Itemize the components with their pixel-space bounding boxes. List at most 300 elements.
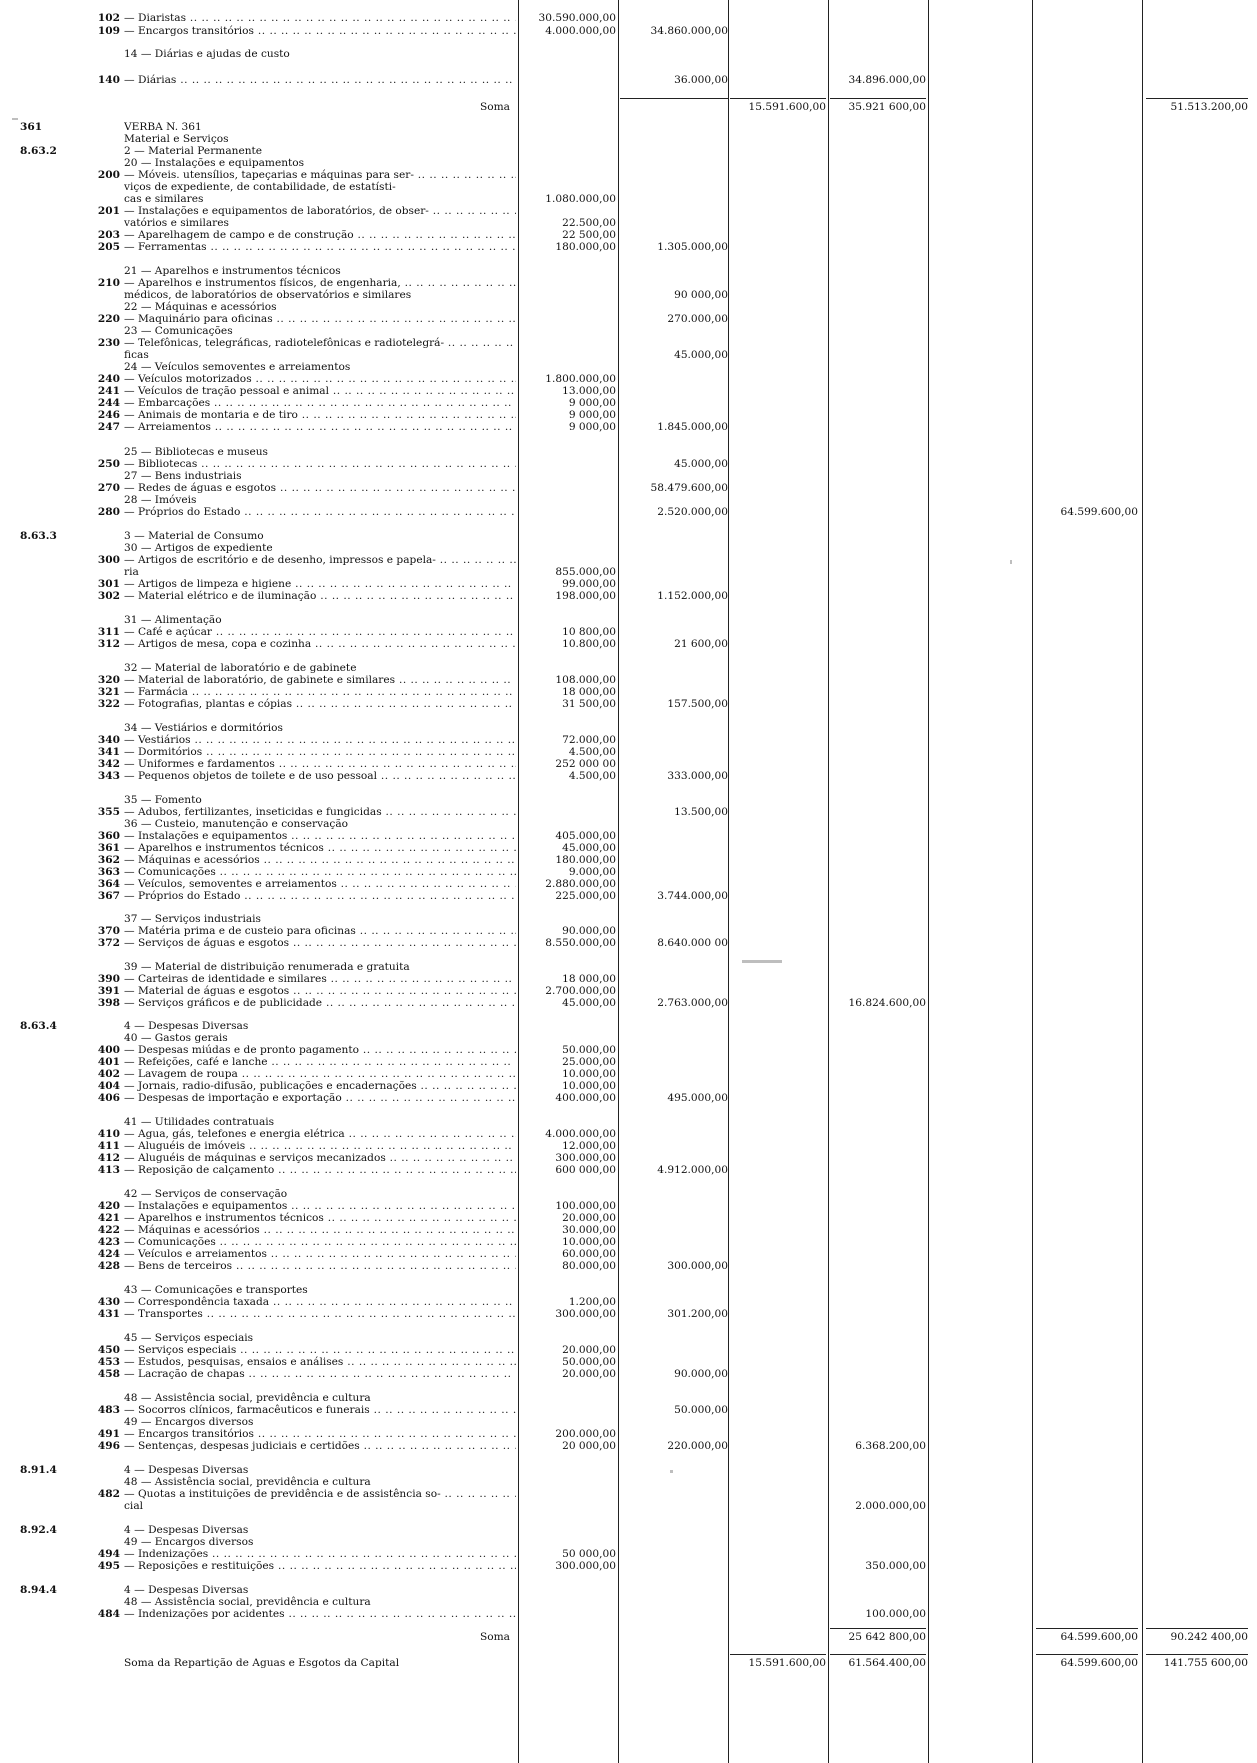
item-code: 370	[97, 925, 120, 937]
section-code: 8.63.4	[20, 1020, 57, 1032]
amount-subtotal: 3.744.000,00	[657, 890, 728, 902]
amount-subtotal: 333.000,00	[667, 770, 728, 782]
item-code: 450	[97, 1344, 120, 1356]
item-code: 343	[97, 770, 120, 782]
item-code: 411	[97, 1140, 120, 1152]
item-description: 21 — Aparelhos e instrumentos técnicos	[124, 265, 341, 277]
section-code: 8.91.4	[20, 1464, 57, 1476]
amount-item: 4.500,00	[568, 770, 616, 782]
item-code: 430	[97, 1296, 120, 1308]
item-description: — Reposições e restituições .. ..	[124, 1560, 516, 1573]
table-row	[0, 698, 1257, 711]
item-description: — Despesas de importação e exportação .. ..	[124, 1092, 516, 1105]
amount-item: 180.000,00	[555, 241, 616, 253]
item-code: 240	[97, 373, 120, 385]
item-description: — Socorros clínicos, farmacêuticos e funerais .. ..	[124, 1404, 516, 1417]
item-description: — Aparelhagem de campo e de construção .. ..	[124, 229, 516, 242]
item-description: ria	[124, 566, 139, 578]
item-description: — Indenizações .. ..	[124, 1548, 516, 1561]
amount-subtotal: 34.860.000,00	[650, 25, 728, 37]
total-rule	[1146, 1654, 1248, 1655]
item-description: 49 — Encargos diversos	[124, 1536, 254, 1548]
item-description: — Animais de montaria e de tiro .. ..	[124, 409, 516, 422]
item-description: — Instalações e equipamentos .. ..	[124, 830, 516, 843]
item-description: — Correspondência taxada .. ..	[124, 1296, 516, 1309]
amount-item: 4.500,00	[568, 746, 616, 758]
table-row	[0, 1560, 1257, 1573]
section-code: 8.63.3	[20, 530, 57, 542]
item-code: 420	[97, 1200, 120, 1212]
item-description: — Diaristas .. ..	[124, 12, 516, 25]
item-description: — Embarcações .. ..	[124, 397, 516, 410]
item-code: 421	[97, 1212, 120, 1224]
item-description: — Próprios do Estado .. ..	[124, 890, 516, 903]
amount-subtotal: 1.152.000,00	[657, 590, 728, 602]
amount-subtotal: 13.500,00	[674, 806, 728, 818]
item-description: 20 — Instalações e equipamentos	[124, 157, 305, 169]
item-code: 247	[97, 421, 120, 433]
item-description: — Dormitórios .. ..	[124, 746, 516, 759]
item-description: VERBA N. 361	[124, 121, 202, 133]
amount-item: 10.000,00	[562, 1080, 616, 1092]
table-row	[0, 1260, 1257, 1273]
total-rule	[620, 98, 728, 99]
amount-subtotal: 90 000,00	[674, 289, 728, 301]
amount-item: 18 000,00	[562, 973, 616, 985]
amount-item: 50.000,00	[562, 1044, 616, 1056]
table-row	[0, 1631, 1257, 1644]
item-code: 355	[97, 806, 120, 818]
item-description: — Agua, gás, telefones e energia elétrica .. ..	[124, 1128, 516, 1141]
table-row	[0, 74, 1257, 87]
item-code: 364	[97, 878, 120, 890]
item-code: 109	[97, 25, 120, 37]
amount-item: 30.000,00	[562, 1224, 616, 1236]
item-description: 2 — Material Permanente	[124, 145, 263, 157]
amount-column-4: 6.368.200,00	[855, 1440, 926, 1452]
total-rule	[1036, 1628, 1138, 1629]
amount-item: 300.000,00	[555, 1152, 616, 1164]
amount-item: 600 000,00	[555, 1164, 616, 1176]
item-code: 453	[97, 1356, 120, 1368]
item-description: vatórios e similares	[124, 217, 229, 229]
amount-column-4: 2.000.000,00	[855, 1500, 926, 1512]
item-description: — Encargos transitórios .. ..	[124, 1428, 516, 1441]
item-description: — Maquinário para oficinas .. ..	[124, 313, 516, 326]
amount-subtotal: 2.763.000,00	[657, 997, 728, 1009]
item-code: 406	[97, 1092, 120, 1104]
table-row	[0, 890, 1257, 903]
table-row	[0, 1368, 1257, 1381]
amount-column-4: 100.000,00	[865, 1608, 926, 1620]
total-rule	[1146, 98, 1248, 99]
item-code: 402	[97, 1068, 120, 1080]
table-row	[0, 25, 1257, 38]
item-description: — Artigos de escritório e de desenho, impressos e papela- .. ..	[124, 554, 516, 567]
amount-subtotal: 36.000,00	[674, 74, 728, 86]
item-description: 42 — Serviços de conservação	[124, 1188, 288, 1200]
amount-subtotal: 300.000,00	[667, 1260, 728, 1272]
table-row	[0, 1657, 1257, 1670]
item-description: 4 — Despesas Diversas	[124, 1020, 249, 1032]
amount-item: 30.590.000,00	[538, 12, 616, 24]
amount-column-3: 15.591.600,00	[748, 101, 826, 113]
item-description: — Vestiários .. ..	[124, 734, 516, 747]
item-code: 494	[97, 1548, 120, 1560]
amount-item: 20.000,00	[562, 1212, 616, 1224]
amount-item: 1.800.000,00	[545, 373, 616, 385]
soma-label: Soma	[480, 101, 510, 113]
table-row	[0, 1164, 1257, 1177]
table-row	[0, 506, 1257, 519]
amount-column-4: 25 642 800,00	[848, 1631, 926, 1643]
amount-subtotal: 301.200,00	[667, 1308, 728, 1320]
item-code: 246	[97, 409, 120, 421]
item-code: 413	[97, 1164, 120, 1176]
item-description: cas e similares	[124, 193, 204, 205]
table-row	[0, 997, 1257, 1010]
amount-column-6: 64.599.600,00	[1060, 1657, 1138, 1669]
table-row	[0, 590, 1257, 603]
amount-item: 10 800,00	[562, 626, 616, 638]
item-description: — Lavagem de roupa .. ..	[124, 1068, 516, 1081]
amount-subtotal: 45.000,00	[674, 349, 728, 361]
item-code: 363	[97, 866, 120, 878]
amount-column-4: 35.921 600,00	[848, 101, 926, 113]
amount-column-6: 64.599.600,00	[1060, 1631, 1138, 1643]
item-description: 25 — Bibliotecas e museus	[124, 446, 268, 458]
item-description: — Aluguéis de máquinas e serviços mecanizados .. ..	[124, 1152, 516, 1165]
item-description: — Serviços gráficos e de publicidade .. ..	[124, 997, 516, 1010]
item-code: 201	[97, 205, 120, 217]
item-description: 27 — Bens industriais	[124, 470, 242, 482]
item-description: — Refeições, café e lanche .. ..	[124, 1056, 516, 1069]
item-code: 220	[97, 313, 120, 325]
item-description: — Quotas a instituições de previdência e de assistência so- .. ..	[124, 1488, 516, 1501]
amount-item: 300.000,00	[555, 1560, 616, 1572]
scan-speck	[12, 118, 18, 120]
amount-item: 20.000,00	[562, 1344, 616, 1356]
amount-item: 198.000,00	[555, 590, 616, 602]
item-description: 23 — Comunicações	[124, 325, 233, 337]
section-code: 8.92.4	[20, 1524, 57, 1536]
amount-item: 9 000,00	[568, 421, 616, 433]
item-description: — Uniformes e fardamentos .. ..	[124, 758, 516, 771]
amount-column-6: 64.599.600,00	[1060, 506, 1138, 518]
table-row	[0, 770, 1257, 783]
item-description: 48 — Assistência social, previdência e cultura	[124, 1596, 371, 1608]
table-row	[0, 638, 1257, 651]
item-description: — Comunicações .. ..	[124, 1236, 516, 1249]
item-description: — Diárias .. ..	[124, 74, 516, 87]
amount-item: 10.800,00	[562, 638, 616, 650]
item-description: — Encargos transitórios .. ..	[124, 25, 516, 38]
item-code: 410	[97, 1128, 120, 1140]
total-rule	[730, 98, 826, 99]
item-description: 40 — Gastos gerais	[124, 1032, 228, 1044]
item-code: 398	[97, 997, 120, 1009]
item-description: — Café e açúcar .. ..	[124, 626, 516, 639]
item-description: — Máquinas e acessórios .. ..	[124, 854, 516, 867]
amount-item: 225.000,00	[555, 890, 616, 902]
item-description: 30 — Artigos de expediente	[124, 542, 273, 554]
item-description: — Instalações e equipamentos de laboratórios, de obser- .. ..	[124, 205, 516, 218]
item-code: 496	[97, 1440, 120, 1452]
amount-item: 300.000,00	[555, 1308, 616, 1320]
table-row	[0, 241, 1257, 254]
item-description: 39 — Material de distribuição renumerada e gratuita	[124, 961, 410, 973]
table-row	[0, 1608, 1257, 1621]
item-code: 342	[97, 758, 120, 770]
amount-item: 180.000,00	[555, 854, 616, 866]
item-code: 270	[97, 482, 120, 494]
amount-item: 12.000,00	[562, 1140, 616, 1152]
item-description: — Ferramentas .. ..	[124, 241, 516, 254]
amount-item: 80.000,00	[562, 1260, 616, 1272]
item-description: Material e Serviços	[124, 133, 229, 145]
item-description: médicos, de laboratórios de observatórios e similares	[124, 289, 412, 301]
item-code: 458	[97, 1368, 120, 1380]
item-description: — Bens de terceiros .. ..	[124, 1260, 516, 1273]
item-code: 423	[97, 1236, 120, 1248]
amount-subtotal: 50.000,00	[674, 1404, 728, 1416]
item-code: 140	[97, 74, 120, 86]
amount-item: 9.000,00	[568, 866, 616, 878]
item-description: — Pequenos objetos de toilete e de uso pessoal .. ..	[124, 770, 516, 783]
item-code: 491	[97, 1428, 120, 1440]
amount-item: 60.000,00	[562, 1248, 616, 1260]
amount-item: 2.700.000,00	[545, 985, 616, 997]
amount-subtotal: 2.520.000,00	[657, 506, 728, 518]
item-description: — Instalações e equipamentos .. ..	[124, 1200, 516, 1213]
total-rule	[1146, 1628, 1248, 1629]
item-description: 3 — Material de Consumo	[124, 530, 264, 542]
item-description: 37 — Serviços industriais	[124, 913, 261, 925]
amount-item: 99.000,00	[562, 578, 616, 590]
amount-item: 1.200,00	[568, 1296, 616, 1308]
item-code: 302	[97, 590, 120, 602]
amount-item: 10.000,00	[562, 1236, 616, 1248]
amount-item: 108.000,00	[555, 674, 616, 686]
item-description: — Veículos, semoventes e arreiamentos .. ..	[124, 878, 516, 891]
item-code: 230	[97, 337, 120, 349]
table-row	[0, 937, 1257, 950]
item-code: 203	[97, 229, 120, 241]
amount-item: 9 000,00	[568, 409, 616, 421]
section-code: 361	[20, 121, 43, 133]
amount-item: 405.000,00	[555, 830, 616, 842]
amount-item: 4.000.000,00	[545, 1128, 616, 1140]
table-row	[0, 1440, 1257, 1453]
item-code: 320	[97, 674, 120, 686]
item-description: — Veículos motorizados .. ..	[124, 373, 516, 386]
amount-item: 50 000,00	[562, 1548, 616, 1560]
item-code: 431	[97, 1308, 120, 1320]
amount-item: 855.000,00	[555, 566, 616, 578]
amount-item: 100.000,00	[555, 1200, 616, 1212]
amount-item: 45.000,00	[562, 842, 616, 854]
item-description: — Móveis. utensílios, tapeçarias e máquinas para ser- .. ..	[124, 169, 516, 182]
amount-subtotal: 157.500,00	[667, 698, 728, 710]
item-description: — Redes de águas e esgotos .. ..	[124, 482, 516, 495]
item-code: 390	[97, 973, 120, 985]
item-description: 22 — Máquinas e acessórios	[124, 301, 277, 313]
amount-item: 400.000,00	[555, 1092, 616, 1104]
item-description: 24 — Veículos semoventes e arreiamentos	[124, 361, 351, 373]
item-code: 367	[97, 890, 120, 902]
total-rule	[830, 98, 926, 99]
amount-subtotal: 58.479.600,00	[650, 482, 728, 494]
total-rule	[730, 1654, 826, 1655]
amount-item: 13.000,00	[562, 385, 616, 397]
amount-column-4: 34.896.000,00	[848, 74, 926, 86]
amount-subtotal: 495.000,00	[667, 1092, 728, 1104]
amount-column-4: 16.824.600,00	[848, 997, 926, 1009]
item-description: 4 — Despesas Diversas	[124, 1524, 249, 1536]
item-description: — Comunicações .. ..	[124, 866, 516, 879]
amount-item: 10.000,00	[562, 1068, 616, 1080]
amount-column-3: 15.591.600,00	[748, 1657, 826, 1669]
item-code: 321	[97, 686, 120, 698]
item-code: 301	[97, 578, 120, 590]
item-description: — Indenizações por acidentes .. ..	[124, 1608, 516, 1621]
amount-subtotal: 1.305.000,00	[657, 241, 728, 253]
amount-item: 50.000,00	[562, 1356, 616, 1368]
item-description: — Bibliotecas .. ..	[124, 458, 516, 471]
amount-item: 31 500,00	[562, 698, 616, 710]
item-description: ficas	[124, 349, 149, 361]
item-description: — Próprios do Estado .. ..	[124, 506, 516, 519]
item-description: — Material de laboratório, de gabinete e similares .. ..	[124, 674, 516, 687]
item-description: — Telefônicas, telegráficas, radiotelefônicas e radiotelegrá- .. ..	[124, 337, 516, 350]
item-description: 48 — Assistência social, previdência e cultura	[124, 1476, 371, 1488]
item-code: 484	[97, 1608, 120, 1620]
item-description: 4 — Despesas Diversas	[124, 1584, 249, 1596]
amount-subtotal: 270.000,00	[667, 313, 728, 325]
item-description: 32 — Material de laboratório e de gabinete	[124, 662, 357, 674]
item-code: 322	[97, 698, 120, 710]
amount-item: 1.080.000,00	[545, 193, 616, 205]
item-description: viços de expediente, de contabilidade, de estatísti-	[124, 181, 396, 193]
table-row	[0, 1500, 1257, 1513]
item-description: — Material elétrico e de iluminação .. ..	[124, 590, 516, 603]
item-code: 360	[97, 830, 120, 842]
total-rule	[830, 1654, 926, 1655]
amount-item: 22.500,00	[562, 217, 616, 229]
amount-item: 200.000,00	[555, 1428, 616, 1440]
section-code: 8.63.2	[20, 145, 57, 157]
item-code: 340	[97, 734, 120, 746]
item-code: 241	[97, 385, 120, 397]
item-description: — Sentenças, despesas judiciais e certidões .. ..	[124, 1440, 516, 1453]
item-code: 210	[97, 277, 120, 289]
amount-item: 18 000,00	[562, 686, 616, 698]
item-description: 48 — Assistência social, previdência e cultura	[124, 1392, 371, 1404]
amount-item: 72.000,00	[562, 734, 616, 746]
item-description: — Transportes .. ..	[124, 1308, 516, 1321]
total-rule	[830, 1628, 926, 1629]
item-code: 312	[97, 638, 120, 650]
item-description: 41 — Utilidades contratuais	[124, 1116, 275, 1128]
amount-item: 90.000,00	[562, 925, 616, 937]
amount-subtotal: 8.640.000 00	[657, 937, 728, 949]
item-description: — Serviços de águas e esgotos .. ..	[124, 937, 516, 950]
item-code: 424	[97, 1248, 120, 1260]
amount-total: 141.755 600,00	[1163, 1657, 1248, 1669]
item-description: cial	[124, 1500, 144, 1512]
item-code: 250	[97, 458, 120, 470]
total-rule	[1036, 1654, 1138, 1655]
amount-total: 51.513.200,00	[1170, 101, 1248, 113]
item-code: 372	[97, 937, 120, 949]
item-description: 43 — Comunicações e transportes	[124, 1284, 308, 1296]
item-description: — Veículos e arreiamentos .. ..	[124, 1248, 516, 1261]
amount-item: 2.880.000,00	[545, 878, 616, 890]
item-code: 483	[97, 1404, 120, 1416]
amount-item: 20.000,00	[562, 1368, 616, 1380]
item-description: — Estudos, pesquisas, ensaios e análises .. ..	[124, 1356, 516, 1369]
item-code: 300	[97, 554, 120, 566]
item-description: 45 — Serviços especiais	[124, 1332, 254, 1344]
item-description: 34 — Vestiários e dormitórios	[124, 722, 283, 734]
item-description: — Reposição de calçamento .. ..	[124, 1164, 516, 1177]
amount-total: 90.242 400,00	[1170, 1631, 1248, 1643]
item-code: 244	[97, 397, 120, 409]
item-description: — Material de águas e esgotos .. ..	[124, 985, 516, 998]
item-description: 31 — Alimentação	[124, 614, 222, 626]
amount-subtotal: 45.000,00	[674, 458, 728, 470]
item-description: — Serviços especiais .. ..	[124, 1344, 516, 1357]
item-description: — Veículos de tração pessoal e animal .. ..	[124, 385, 516, 398]
table-row	[0, 12, 1257, 25]
table-row	[0, 101, 1257, 114]
amount-subtotal: 1.845.000,00	[657, 421, 728, 433]
item-code: 482	[97, 1488, 120, 1500]
item-description: — Carteiras de identidade e similares .. ..	[124, 973, 516, 986]
item-code: 200	[97, 169, 120, 181]
amount-subtotal: 220.000,00	[667, 1440, 728, 1452]
item-description: — Aparelhos e instrumentos técnicos .. ..	[124, 1212, 516, 1225]
item-description: 36 — Custeio, manutenção e conservação	[124, 818, 349, 830]
item-description: — Jornais, radio-difusão, publicações e encadernações .. ..	[124, 1080, 516, 1093]
item-code: 361	[97, 842, 120, 854]
item-description: 14 — Diárias e ajudas de custo	[124, 48, 290, 60]
item-description: — Despesas miúdas e de pronto pagamento .. ..	[124, 1044, 516, 1057]
item-code: 401	[97, 1056, 120, 1068]
item-description: 49 — Encargos diversos	[124, 1416, 254, 1428]
item-code: 412	[97, 1152, 120, 1164]
amount-subtotal: 21 600,00	[674, 638, 728, 650]
amount-item: 9 000,00	[568, 397, 616, 409]
item-code: 311	[97, 626, 120, 638]
amount-item: 25.000,00	[562, 1056, 616, 1068]
table-row	[0, 1092, 1257, 1105]
item-description: — Fotografias, plantas e cópias .. ..	[124, 698, 516, 711]
item-description: — Aparelhos e instrumentos físicos, de engenharia, .. ..	[124, 277, 516, 290]
item-description: 4 — Despesas Diversas	[124, 1464, 249, 1476]
soma-label: Soma	[480, 1631, 510, 1643]
amount-column-4: 61.564.400,00	[848, 1657, 926, 1669]
table-row	[0, 1308, 1257, 1321]
item-code: 362	[97, 854, 120, 866]
item-description: — Aparelhos e instrumentos técnicos .. ..	[124, 842, 516, 855]
item-code: 205	[97, 241, 120, 253]
amount-subtotal: 90.000,00	[674, 1368, 728, 1380]
amount-item: 8.550.000,00	[545, 937, 616, 949]
item-code: 495	[97, 1560, 120, 1572]
table-row	[0, 48, 1257, 61]
item-description: — Artigos de limpeza e higiene .. ..	[124, 578, 516, 591]
